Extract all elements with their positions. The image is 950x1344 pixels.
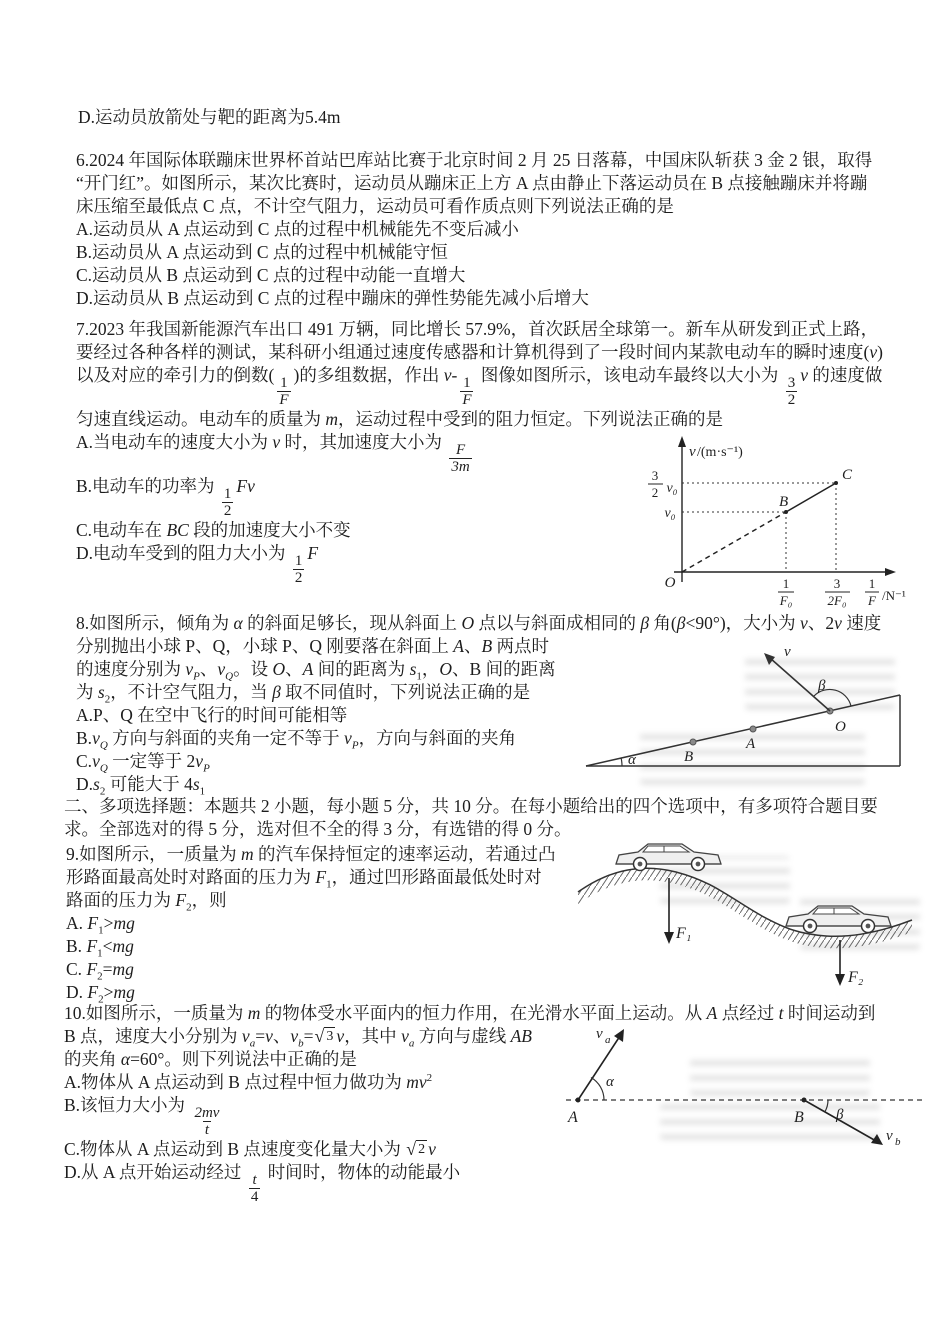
text-segment: B 点，速度大小分别为 <box>64 1026 242 1046</box>
text-segment: 的物体受水平面内的恒力作用，在光滑水平面上运动。从 <box>260 1003 707 1023</box>
x-axis-arrow-icon <box>885 568 896 576</box>
i-segment: O <box>461 613 475 633</box>
i-segment: m <box>247 1003 261 1023</box>
beta-angle-arc <box>825 1100 828 1112</box>
text-segment: - <box>451 365 458 385</box>
velocity-va-subscript: a <box>605 1034 611 1046</box>
text-segment: ，方向与斜面的夹角 <box>358 728 517 748</box>
text-segment: 取不同值时，下列说法正确的是 <box>280 682 531 702</box>
sub-segment <box>195 751 210 775</box>
text-line <box>64 1161 875 1205</box>
fraction-numerator: 3 <box>787 374 796 391</box>
variable: v <box>401 1026 409 1046</box>
fraction-numerator: 1 <box>463 374 471 391</box>
subscript: 2 <box>104 693 111 706</box>
variable: F <box>86 959 98 979</box>
alpha-label: α <box>606 1074 614 1090</box>
point-A-label: A <box>746 736 756 752</box>
text-segment: 速度 <box>841 613 882 633</box>
variable: s <box>97 682 105 702</box>
y-tick-top-label: v₀ <box>666 481 678 496</box>
sub-segment <box>192 774 206 798</box>
variable: v <box>217 659 226 679</box>
text-segment: B. <box>66 936 87 956</box>
i-segment: β <box>640 613 650 633</box>
text-segment: 点以与斜面成相同的 <box>474 613 641 633</box>
question-9 <box>66 843 556 1004</box>
text-segment: > <box>103 913 114 933</box>
point-C-label: C <box>842 467 853 483</box>
text-segment: A.当电动车的速度大小为 <box>76 432 273 453</box>
i-segment: O <box>272 659 286 679</box>
subscript: a <box>249 1037 256 1050</box>
text-segment: C. <box>66 959 87 979</box>
sub-segment <box>93 774 106 798</box>
text-segment: )的多组数据，作出 <box>293 365 444 385</box>
fraction-denominator: 2 <box>223 502 232 519</box>
sub-segment <box>409 659 422 683</box>
text-segment: D. <box>76 774 94 794</box>
sub-segment <box>97 682 111 706</box>
i-segment: AB <box>510 1026 532 1046</box>
i-segment: v <box>800 365 809 385</box>
fraction-numerator: 1 <box>294 552 303 569</box>
figure-q8-inclined-plane <box>578 638 916 780</box>
subscript: 1 <box>98 924 104 937</box>
road-hatching <box>578 868 912 948</box>
frac-segment <box>460 375 473 408</box>
text-segment: 、B 间的距离 <box>452 659 556 679</box>
text-segment: 、2 <box>807 613 835 633</box>
text-line <box>76 408 883 431</box>
text-segment: 一定等于 2 <box>107 751 196 771</box>
text-segment: D.运动员从 B 点运动到 C 点的过程中蹦床的弹性势能先减小后增大 <box>76 288 589 308</box>
text-segment: ，运动过程中受到的阻力恒定。下列说法正确的是 <box>338 409 724 430</box>
text-segment: ，不计空气阻力，当 <box>110 682 273 702</box>
i-segment: β <box>272 682 281 702</box>
force-F2-arrowhead-icon <box>835 974 845 986</box>
text-segment: 6.2024 年国际体联蹦床世界杯首站巴库站比赛于北京时间 2 月 25 日落幕，中国床队斩获 3 金 2 银，取得 <box>76 150 873 170</box>
origin-label: O <box>664 575 676 591</box>
text-segment: C. <box>76 751 93 771</box>
text-segment: 的速度做 <box>808 365 883 385</box>
variable: F <box>87 982 99 1002</box>
alpha-angle-arc <box>621 758 622 766</box>
variable: F <box>175 890 187 910</box>
text-segment: 要经过各种各样的测试，某科研小组通过速度传感器和计算机得到了一段时间内某款电动车的瞬时速度( <box>76 342 870 362</box>
text-segment: B. <box>76 728 93 748</box>
sub-segment <box>92 728 108 752</box>
text-line <box>76 318 883 341</box>
graph-segment-BC <box>786 483 836 512</box>
text-segment: ，其中 <box>344 1026 402 1046</box>
point-O-label: O <box>835 719 846 735</box>
text-segment: = <box>102 959 113 979</box>
variable: F <box>315 867 327 887</box>
fraction-denominator: 4 <box>250 1188 259 1205</box>
text-segment: 时，其加速度大小为 <box>280 432 447 453</box>
text-segment: 角( <box>649 613 677 633</box>
y-axis-arrow-icon <box>678 436 686 447</box>
text-line <box>76 364 883 408</box>
fraction-denominator: 3m <box>451 458 470 475</box>
text-segment: A.运动员从 A 点运动到 C 点的过程中机械能先不变后减小 <box>76 219 519 239</box>
text-line <box>78 106 341 129</box>
text-line <box>76 264 872 287</box>
subscript: 2 <box>186 901 192 914</box>
car-on-concave-road <box>786 906 891 933</box>
text-segment: D.运动员放箭处与靶的距离为5.4m <box>78 107 341 127</box>
i-segment: α <box>233 613 243 633</box>
text-segment: 方向与虚线 <box>414 1026 511 1046</box>
i-segment: mg <box>113 982 135 1002</box>
variable: v <box>92 728 100 748</box>
frac-segment <box>449 442 471 475</box>
text-segment: ， <box>421 659 440 679</box>
subscript: Q <box>99 762 108 775</box>
i-segment: BC <box>166 520 189 541</box>
text-segment: 匀速直线运动。电动车的质量为 <box>76 409 326 430</box>
text-segment: A.P、Q 在空中飞行的时间可能相等 <box>76 705 348 725</box>
subscript: 2 <box>99 785 106 798</box>
i-segment: mg <box>112 959 134 979</box>
subscript: 2 <box>97 970 103 983</box>
velocity-vb-label: v <box>886 1128 893 1144</box>
text-segment: 、 <box>199 659 218 679</box>
q5-option-d <box>78 106 341 129</box>
frac-segment <box>249 1172 261 1205</box>
fraction-numerator: 1 <box>223 485 232 502</box>
fraction-numerator: t <box>252 1171 257 1188</box>
velocity-label: v <box>784 644 791 660</box>
sub-segment <box>87 982 104 1006</box>
variable: F <box>87 913 99 933</box>
radicand: 2 <box>418 1142 426 1158</box>
text-line <box>66 958 556 981</box>
text-line <box>76 172 872 195</box>
point-B-dot <box>784 510 788 514</box>
text-segment: 床压缩至最低点 C 点，不计空气阻力，运动员可看作质点则下列说法正确的是 <box>76 196 674 216</box>
velocity-vb-subscript: b <box>895 1136 901 1148</box>
i-segment: F <box>307 543 319 564</box>
fraction-numerator: 1 <box>280 374 288 391</box>
variable: s <box>93 774 100 794</box>
sub-segment <box>241 1026 256 1050</box>
i-segment: v <box>869 342 878 362</box>
subscript: Q <box>225 670 234 683</box>
text-segment: C.电动车在 <box>76 520 167 541</box>
variable: v <box>185 659 194 679</box>
sub-segment <box>86 936 103 960</box>
variable: v <box>92 751 100 771</box>
i-segment: A <box>453 636 464 656</box>
y-axis-variable-label: v <box>689 444 696 460</box>
text-segment: 二、多项选择题：本题共 2 小题，每小题 5 分，共 10 分。在每小题给出的四个选项中，有多项符合题目要 <box>64 796 878 816</box>
x-tick1-num: 1 <box>782 576 790 591</box>
text-segment: ，则 <box>191 890 227 910</box>
text-segment: 的斜面足够长，现从斜面上 <box>242 613 462 633</box>
velocity-arrowhead-icon <box>764 653 775 665</box>
sub-segment <box>315 867 332 891</box>
text-segment: 的夹角 <box>64 1049 121 1069</box>
frac-segment <box>222 486 234 519</box>
variable: v <box>195 751 204 771</box>
sub-segment <box>344 728 359 752</box>
point-B-label: B <box>779 494 789 510</box>
text-line <box>64 795 878 818</box>
frac-segment <box>277 375 290 408</box>
text-line <box>76 612 881 635</box>
text-segment: A.物体从 A 点运动到 B 点过程中恒力做功为 <box>64 1072 407 1092</box>
text-segment: 求。全部选对的得 5 分，选对但不全的得 3 分，有选错的得 0 分。 <box>64 819 572 839</box>
variable: v <box>290 1026 299 1046</box>
text-segment: < <box>102 936 113 956</box>
y-tick-frac-num: 3 <box>651 468 659 483</box>
x-tick1-den: F₀ <box>779 593 793 608</box>
text-segment: 为 <box>76 682 98 702</box>
point-A-dot <box>750 726 756 732</box>
text-segment: 方向与斜面的夹角一定不等于 <box>107 728 345 748</box>
figure-q9-cars-on-road <box>572 832 917 987</box>
text-segment: 7.2023 年我国新能源汽车出口 491 万辆，同比增长 57.9%，首次跃居全球第一。新车从研发到正式上路， <box>76 319 879 339</box>
i-segment: v <box>834 613 842 633</box>
i-segment: O <box>439 659 453 679</box>
text-segment: =60°。则下列说法中正确的是 <box>130 1049 357 1069</box>
sub-segment <box>290 1026 304 1050</box>
text-segment: D. <box>66 982 88 1002</box>
text-segment: 两点时 <box>492 636 550 656</box>
text-line <box>76 241 872 264</box>
sub-segment <box>217 659 234 683</box>
text-segment: D.从 A 点开始运动经过 <box>64 1162 246 1183</box>
i-segment: v <box>272 432 281 453</box>
point-B-label: B <box>684 749 694 765</box>
sub-segment <box>401 1026 415 1050</box>
force-F1-label: F₁ <box>676 925 692 942</box>
text-line <box>66 981 556 1004</box>
x-axis-unit-den: F <box>868 593 876 608</box>
text-segment: 、 <box>285 659 303 679</box>
i-segment: mg <box>112 936 134 956</box>
fraction-denominator: F <box>462 391 472 408</box>
i-segment: v <box>443 365 452 385</box>
radicand: 3 <box>326 1029 334 1044</box>
variable: v <box>241 1026 250 1046</box>
text-segment: 的汽车保持恒定的速率运动，若通过凸 <box>253 844 556 864</box>
text-line <box>66 935 556 958</box>
subscript: P <box>351 739 359 752</box>
text-line <box>76 218 872 241</box>
point-B-dot <box>690 739 696 745</box>
sup-segment: 2 <box>426 1072 433 1085</box>
text-segment: 分别抛出小球 P、Q，小球 P、Q 刚要落在斜面上 <box>76 636 454 656</box>
fraction-denominator: F <box>279 391 289 408</box>
fraction-numerator: 2mv <box>194 1104 220 1121</box>
frac-segment <box>786 375 798 408</box>
subscript: 1 <box>199 785 206 798</box>
point-C-dot <box>834 481 838 485</box>
text-line <box>66 866 556 889</box>
subscript: 1 <box>97 947 103 960</box>
alpha-label: α <box>628 752 636 768</box>
variable: v <box>344 728 352 748</box>
i-segment: mg <box>113 913 135 933</box>
car-on-convex-road <box>616 844 721 871</box>
sub-segment <box>87 913 104 937</box>
text-segment: <90°)，大小为 <box>685 613 801 633</box>
text-line <box>76 195 872 218</box>
text-line <box>76 287 872 310</box>
text-segment: C.物体从 A 点运动到 B 点速度变化量大小为 <box>64 1139 406 1160</box>
text-line <box>76 149 872 172</box>
force-F1-arrowhead-icon <box>664 932 674 944</box>
graph-segment-OB <box>682 512 786 572</box>
text-segment: = <box>255 1026 266 1046</box>
x-tick2-den: 2F₀ <box>827 593 847 608</box>
text-line <box>66 889 556 912</box>
i-segment: B <box>481 636 493 656</box>
text-segment: B.电动车的功率为 <box>76 476 219 497</box>
text-segment: 路面的压力为 <box>66 890 176 910</box>
text-segment: 9.如图所示，一质量为 <box>66 844 241 864</box>
variable: s <box>409 659 417 679</box>
alpha-angle-arc <box>591 1078 604 1101</box>
sub-segment <box>175 890 192 914</box>
text-segment: “开门红”。如图所示，某次比赛时，运动员从蹦床正上方 A 点由静止下落运动员在 B 点接触蹦床并将蹦 <box>76 173 868 193</box>
fraction-denominator: 2 <box>294 569 303 586</box>
text-segment: 以及对应的牵引力的倒数( <box>76 365 275 385</box>
x-axis-unit-num: 1 <box>868 576 876 591</box>
y-tick-frac-den: 2 <box>651 485 659 500</box>
text-segment: 10.如图所示，一质量为 <box>64 1003 248 1023</box>
i-segment: m <box>241 844 254 864</box>
radical-sign: √ <box>314 1026 325 1046</box>
sqrt-segment <box>315 1027 336 1047</box>
velocity-va-label: v <box>596 1026 603 1042</box>
text-segment: 点经过 <box>717 1003 779 1023</box>
text-segment: B.运动员从 A 点运动到 C 点的过程中机械能守恒 <box>76 242 448 262</box>
fraction-numerator: F <box>456 441 466 458</box>
velocity-va-vector <box>578 1036 620 1100</box>
text-segment: 8.如图所示，倾角为 <box>76 613 234 633</box>
force-F2-label: F₂ <box>848 969 864 986</box>
text-line <box>76 341 883 364</box>
point-A-label: A <box>568 1109 578 1126</box>
subscript: P <box>203 762 210 775</box>
subscript: a <box>408 1037 415 1050</box>
fraction-denominator: 2 <box>787 391 796 408</box>
radical-sign: √ <box>406 1139 417 1160</box>
subscript: Q <box>99 739 108 752</box>
text-segment: C.运动员从 B 点运动到 C 点的过程中动能一直增大 <box>76 265 466 285</box>
beta-label: β <box>818 678 826 694</box>
fraction-denominator: t <box>204 1121 210 1138</box>
i-segment: A <box>706 1003 718 1023</box>
figure-q10-velocity-vectors <box>552 1022 934 1154</box>
variable: s <box>192 774 200 794</box>
subscript: b <box>298 1037 304 1050</box>
point-B-label: B <box>794 1109 804 1126</box>
text-segment: = <box>303 1026 314 1046</box>
i-segment: α <box>120 1049 131 1069</box>
text-segment: 、 <box>272 1026 291 1046</box>
subscript: 1 <box>416 670 422 683</box>
text-segment: 时间时，物体的动能最小 <box>263 1162 461 1183</box>
y-tick-mid-label: v₀ <box>664 506 676 521</box>
text-segment: 的速度分别为 <box>76 659 186 679</box>
i-segment: Fv <box>236 476 255 497</box>
figure-q7-v-vs-1overF-graph <box>640 430 910 608</box>
sub-segment <box>185 659 200 683</box>
subscript: 1 <box>326 878 332 891</box>
text-segment: A. <box>66 913 88 933</box>
i-segment: β <box>676 613 686 633</box>
x-axis-unit-label: /N⁻¹ <box>882 588 906 603</box>
velocity-va-arrowhead-icon <box>614 1029 624 1042</box>
sub-segment <box>86 959 103 983</box>
i-segment: v <box>265 1026 273 1046</box>
text-segment: ) <box>877 342 883 362</box>
text-segment: B.该恒力大小为 <box>64 1095 190 1115</box>
i-segment: A <box>302 659 314 679</box>
text-line <box>66 843 556 866</box>
text-segment: 时间运动到 <box>783 1003 876 1023</box>
sub-segment <box>92 751 108 775</box>
i-segment: v <box>428 1139 436 1160</box>
text-line <box>66 912 556 935</box>
frac-segment <box>293 553 305 586</box>
text-segment: > <box>103 982 114 1002</box>
sqrt-segment <box>406 1140 427 1160</box>
text-segment: 可能大于 4 <box>105 774 193 794</box>
text-segment: 。设 <box>233 659 273 679</box>
i-segment: v <box>800 613 808 633</box>
y-axis-unit-label: /(m·s⁻¹) <box>697 445 743 460</box>
i-segment: v <box>336 1026 345 1046</box>
x-tick2-num: 3 <box>833 576 841 591</box>
text-segment: 段的加速度大小不变 <box>188 520 351 541</box>
i-segment: t <box>778 1003 784 1023</box>
i-segment: m <box>325 409 339 430</box>
text-segment: 形路面最高处时对路面的压力为 <box>66 867 316 887</box>
subscript: P <box>193 670 200 683</box>
i-segment: mv <box>406 1072 427 1092</box>
question-6 <box>76 149 872 310</box>
text-segment: 间的距离为 <box>313 659 410 679</box>
text-segment: 、 <box>463 636 482 656</box>
text-segment: ，通过凹形路面最低处时对 <box>331 867 542 887</box>
subscript: 2 <box>98 993 104 1006</box>
text-segment: D.电动车受到的阻力大小为 <box>76 543 290 564</box>
variable: F <box>86 936 98 956</box>
frac-segment <box>192 1105 221 1138</box>
beta-label: β <box>836 1107 844 1123</box>
text-segment: 图像如图所示，该电动车最终以大小为 <box>476 365 783 385</box>
